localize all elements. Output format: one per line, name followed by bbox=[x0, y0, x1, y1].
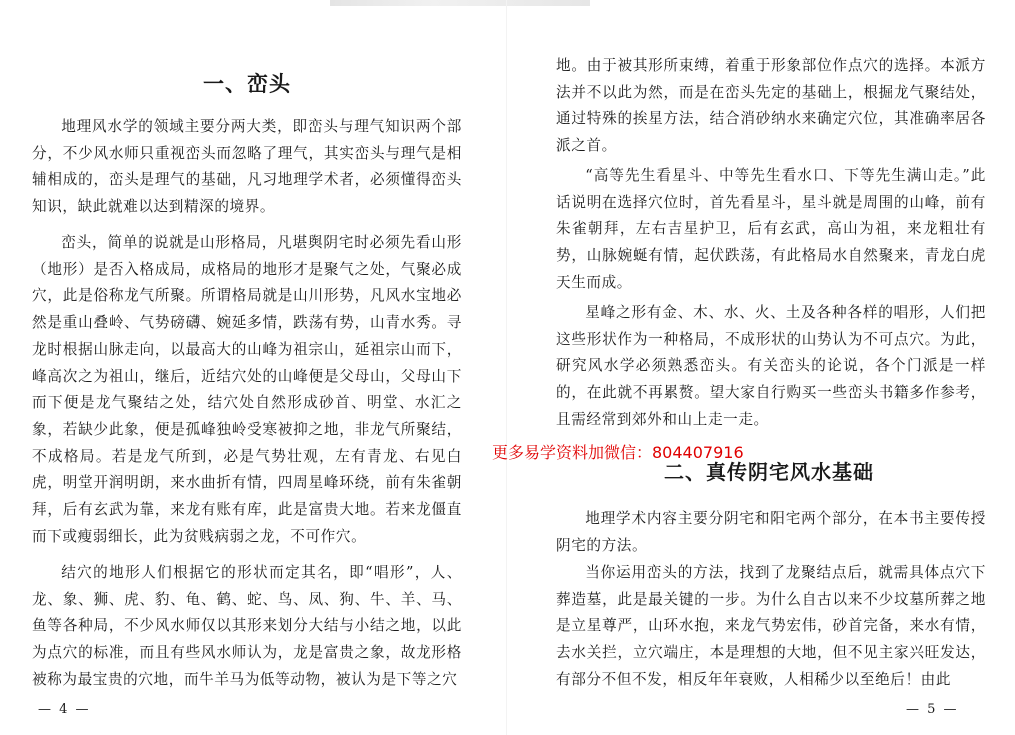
paragraph: 星峰之形有金、木、水、火、土及各种各样的唱形，人们把这些形状作为一种格局，不成形状的山势认为不可点穴。为此，研究风水学必须熟悉峦头。有关峦头的论说，各个门派是一样的，在此就不再累赘。望大家自行购买一些峦头书籍多作参考，且需经常到郊外和山上走一走。 bbox=[556, 304, 986, 428]
section-heading-yinzhai: 二、真传阴宅风水基础 bbox=[664, 460, 874, 484]
paragraph: “高等先生看星斗、中等先生看水口、下等先生满山走。”此话说明在选择穴位时，首先看星斗，星斗就是周围的山峰，前有朱雀朝拜，左右吉星护卫，后有玄武，高山为祖，来龙粗壮有势，山脉婉蜒有情，起伏跌荡，有此格局水自然聚来，青龙白虎天生而成。 bbox=[556, 167, 986, 291]
watermark-contact: 更多易学资料加微信：804407916 bbox=[492, 443, 744, 462]
left-page bbox=[0, 0, 507, 735]
paragraph: 峦头，简单的说就是山形格局，凡堪舆阴宅时必须先看山形（地形）是否入格成局，成格局的地形才是聚气之处，气聚必成穴，此是俗称龙气所聚。所谓格局就是山川形势，凡风水宝地必然是重山叠岭、气势磅礴、婉延多情，跌荡有势，山青水秀。寻龙时根据山脉走向，以最高大的山峰为祖宗山，延祖宗山而下，峰高次之为祖山，继后，近结穴处的山峰便是父母山，父母山下而下便是龙气聚结之处，结穴处自然形成砂首、明堂、水汇之象，若缺少此象，便是孤峰独岭受寒被抑之地，非龙气所聚结，不成格局。若是龙气所到，必是气势壮观，左有青龙、右见白虎，明堂开润明朗，来水曲折有情，四周星峰环绕，前有朱雀朝拜，后有玄武为靠，来龙有账有库，此是富贵大地。若来龙僵直而下或瘦弱细长，此为贫贱病弱之龙，不可作穴。 bbox=[32, 234, 462, 545]
section-heading-luantou: 一、峦头 bbox=[203, 72, 291, 96]
page-number: — 4 — bbox=[38, 702, 91, 717]
paragraph: 结穴的地形人们根据它的形状而定其名，即“唱形”，人、龙、象、狮、虎、豹、龟、鹤、蛇、鸟、凤、狗、牛、羊、马、鱼等各种局，不少风水师仅以其形来划分大结与小结之地，以此为点穴的标准，而且有些风水师认为，龙是富贵之象，故龙形格被称为最宝贵的穴地，而牛羊马为低等动物，被认为是下等之穴 bbox=[32, 564, 462, 688]
paragraph: 当你运用峦头的方法，找到了龙聚结点后，就需具体点穴下葬造墓，此是最关键的一步。为什么自古以来不少坟墓所葬之地是立星尊严，山环水抱，来龙气势宏伟，砂首完备，来水有情，去水关拦，立穴端庄，本是理想的大地，但不见主家兴旺发达，有部分不但不发，相反年年衰败，人相稀少以至绝后！由此 bbox=[556, 564, 986, 688]
paragraph: 地。由于被其形所束缚，着重于形象部位作点穴的选择。本派方法并不以此为然，而是在峦头先定的基础上，根掘龙气聚结处，通过特殊的挨星方法，结合消砂纳水来确定穴位，其准确率居各派之首。 bbox=[556, 57, 986, 155]
right-page bbox=[508, 0, 1015, 735]
paragraph: 地理学术内容主要分阴宅和阳宅两个部分，在本书主要传授阴宅的方法。 bbox=[556, 510, 986, 554]
page-number: — 5 — bbox=[906, 702, 959, 717]
paragraph: 地理风水学的领域主要分两大类，即峦头与理气知识两个部分，不少风水师只重视峦头而忽略了理气，其实峦头与理气是相辅相成的，峦头是理气的基础，凡习地理学术者，必须懂得峦头知识，缺此就难以达到精深的境界。 bbox=[32, 118, 462, 216]
